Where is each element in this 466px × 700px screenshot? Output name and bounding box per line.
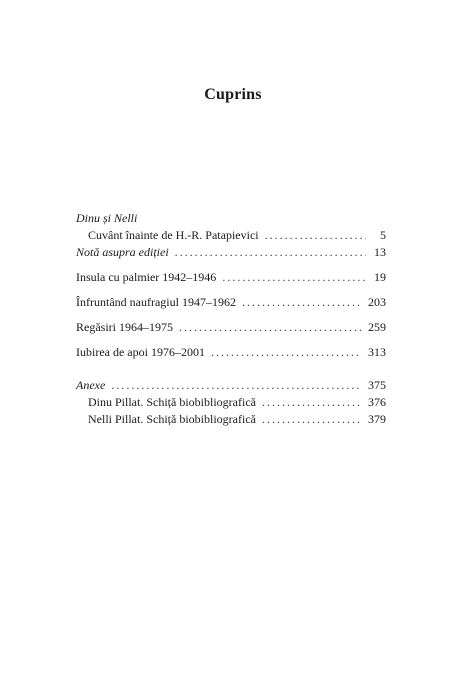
toc-entry-label: Notă asupra ediției bbox=[76, 245, 169, 259]
spacer bbox=[76, 261, 386, 269]
toc-entry-label: Iubirea de apoi 1976–2001 bbox=[76, 345, 205, 359]
toc-entry[interactable] bbox=[76, 227, 386, 244]
toc-entry-page: 13 bbox=[374, 245, 386, 259]
dot-leader bbox=[179, 319, 362, 336]
toc-entry-label: Regăsiri 1964–1975 bbox=[76, 320, 173, 334]
toc-entry-label: Înfruntând naufragiul 1947–1962 bbox=[76, 295, 236, 309]
toc-entry-label: Cuvânt înainte de H.-R. Patapievici bbox=[88, 228, 259, 242]
toc-entry-page: 379 bbox=[368, 412, 386, 426]
toc-entry-page: 5 bbox=[380, 228, 386, 242]
dot-leader bbox=[262, 394, 362, 411]
toc-entry[interactable] bbox=[76, 294, 386, 311]
toc-entry-label: Insula cu palmier 1942–1946 bbox=[76, 270, 217, 284]
toc-entry-page: 313 bbox=[368, 345, 386, 359]
toc-entry[interactable] bbox=[76, 377, 386, 394]
toc-entry-page: 19 bbox=[374, 270, 386, 284]
toc-entry-page: 259 bbox=[368, 320, 386, 334]
table-of-contents bbox=[76, 210, 386, 428]
toc-entry-label: Dinu Pillat. Schiță biobibliografică bbox=[88, 395, 256, 409]
dot-leader bbox=[175, 244, 366, 261]
spacer bbox=[76, 286, 386, 294]
toc-entry[interactable] bbox=[76, 269, 386, 286]
toc-entry-label: Anexe bbox=[76, 378, 106, 392]
spacer bbox=[76, 311, 386, 319]
dot-leader bbox=[242, 294, 362, 311]
toc-entry[interactable] bbox=[76, 411, 386, 428]
spacer bbox=[76, 369, 386, 377]
dot-leader bbox=[262, 411, 362, 428]
toc-entry-label: Nelli Pillat. Schiță biobibliografică bbox=[88, 412, 256, 426]
toc-entry-page: 375 bbox=[368, 378, 386, 392]
toc-entry-page: 203 bbox=[368, 295, 386, 309]
page-title: Cuprins bbox=[204, 86, 262, 103]
spacer bbox=[76, 361, 386, 369]
toc-entry[interactable] bbox=[76, 244, 386, 261]
toc-entry-page: 376 bbox=[368, 395, 386, 409]
dot-leader bbox=[111, 377, 362, 394]
toc-section-label: Dinu și Nelli bbox=[76, 211, 138, 225]
dot-leader bbox=[265, 227, 366, 244]
toc-entry[interactable] bbox=[76, 319, 386, 336]
toc-entry[interactable] bbox=[76, 344, 386, 361]
dot-leader bbox=[211, 344, 362, 361]
dot-leader bbox=[222, 269, 366, 286]
toc-entry[interactable] bbox=[76, 394, 386, 411]
spacer bbox=[76, 336, 386, 344]
